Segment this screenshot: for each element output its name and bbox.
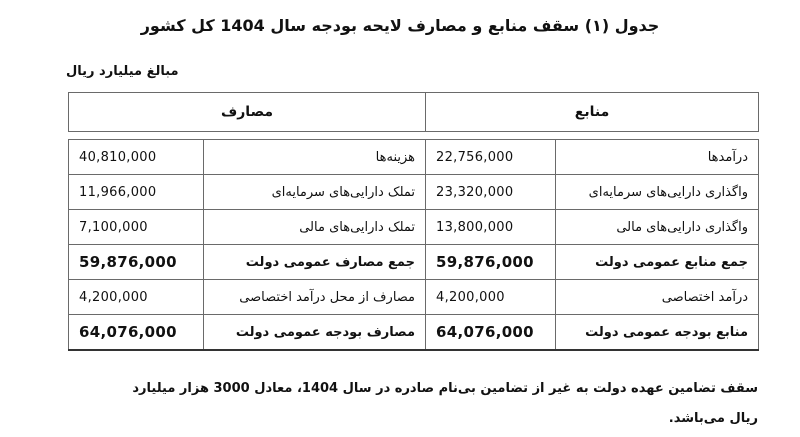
expense-total-value: 59,876,000 (69, 245, 204, 280)
resource-value: 13,800,000 (426, 210, 556, 245)
expense-value: 40,810,000 (69, 140, 204, 175)
resource-label: واگذاری دارایی‌های مالی (556, 210, 759, 245)
table-row (69, 175, 759, 210)
expense-label: هزینه‌ها (204, 140, 426, 175)
table-row (69, 210, 759, 245)
header-expenses: مصارف (69, 93, 426, 132)
resource-grand-total-label: منابع بودجه عمومی دولت (556, 315, 759, 351)
expense-value: 7,100,000 (69, 210, 204, 245)
footnote-line-2: ریال می‌باشد. (668, 411, 758, 426)
footnote (28, 374, 758, 434)
table-header-row (69, 93, 759, 132)
table-row (69, 140, 759, 175)
resource-total-label: جمع منابع عمومی دولت (556, 245, 759, 280)
resource-label: درآمدها (556, 140, 759, 175)
resource-total-value: 59,876,000 (426, 245, 556, 280)
resource-value: 23,320,000 (426, 175, 556, 210)
footnote-line-1: سقف تضامین عهده دولت به غیر از تضامین بی‌نام صادره در سال 1404، معادل 3000 هزار میلیارد (132, 381, 758, 396)
spacer-cell (69, 132, 759, 140)
resource-value: 4,200,000 (426, 280, 556, 315)
resource-label: واگذاری دارایی‌های سرمایه‌ای (556, 175, 759, 210)
expense-value: 4,200,000 (69, 280, 204, 315)
total-row-budget (69, 315, 759, 351)
table-row (69, 280, 759, 315)
resource-grand-total-value: 64,076,000 (426, 315, 556, 351)
table-title: جدول (۱) سقف منابع و مصارف لایحه بودجه سال 1404 کل کشور (140, 16, 660, 35)
expense-value: 11,966,000 (69, 175, 204, 210)
expense-total-label: جمع مصارف عمومی دولت (204, 245, 426, 280)
spacer-row (69, 132, 759, 140)
budget-table (68, 92, 759, 351)
unit-label: مبالغ میلیارد ریال (66, 64, 179, 79)
total-row-general (69, 245, 759, 280)
header-resources: منابع (426, 93, 759, 132)
resource-value: 22,756,000 (426, 140, 556, 175)
resource-label: درآمد اختصاصی (556, 280, 759, 315)
expense-grand-total-label: مصارف بودجه عمومی دولت (204, 315, 426, 351)
expense-label: مصارف از محل درآمد اختصاصی (204, 280, 426, 315)
expense-label: تملک دارایی‌های سرمایه‌ای (204, 175, 426, 210)
expense-label: تملک دارایی‌های مالی (204, 210, 426, 245)
expense-grand-total-value: 64,076,000 (69, 315, 204, 351)
